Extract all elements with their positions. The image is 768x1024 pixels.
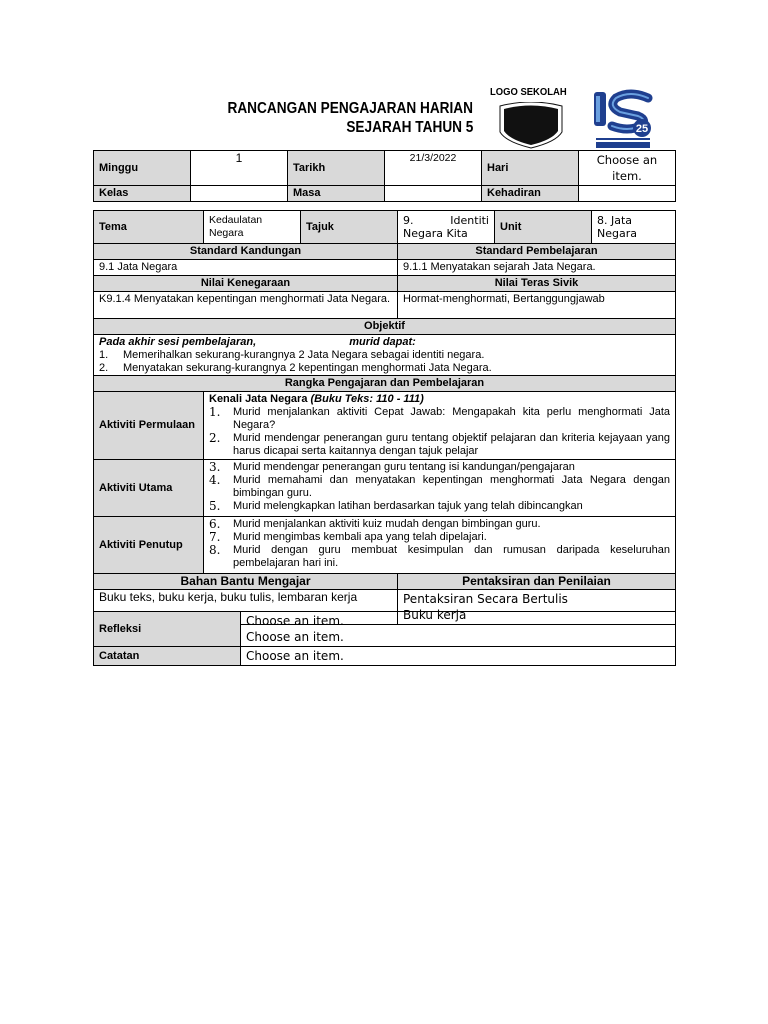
refleksi-dropdowns[interactable] <box>241 612 676 647</box>
bahan-bantu-mengajar-value[interactable]: Buku teks, buku kerja, buku tulis, lembaran kerja <box>94 590 398 625</box>
objektif-header: Objektif <box>94 319 676 335</box>
nilai-teras-sivik-header: Nilai Teras Sivik <box>398 276 676 292</box>
objektif-item-text: Memerihalkan sekurang-kurangnya 2 Jata Negara sebagai identiti negara. <box>123 349 485 361</box>
minggu-field[interactable]: 1 <box>191 151 288 186</box>
school-logo-label: LOGO SEKOLAH <box>490 86 567 98</box>
tarikh-field[interactable]: 21/3/2022 <box>385 151 482 186</box>
objektif-intro-b: murid dapat: <box>349 336 416 348</box>
catatan-dropdown[interactable]: Choose an item. <box>241 647 676 666</box>
minggu-label: Minggu <box>94 151 191 186</box>
permulaan-item-text: Murid menjalankan aktiviti Cepat Jawab: Mengapakah kita perlu menghormati Jata Negara? <box>233 406 670 431</box>
permulaan-item-text: Murid mendengar penerangan guru tentang objektif pelajaran dan kriteria kejayaan yang harus dicapai serta kaitannya dengan tajuk pelajar <box>233 432 670 457</box>
penutup-item-text: Murid mengimbas kembali apa yang telah dipelajari. <box>233 531 487 543</box>
pentaksiran-line-2: Buku kerja <box>403 608 467 622</box>
refleksi-label: Refleksi <box>94 612 241 647</box>
nilai-kenegaraan-header: Nilai Kenegaraan <box>94 276 398 292</box>
brand-number: 25 <box>635 123 649 135</box>
tajuk-field[interactable]: 9. Identiti Negara Kita <box>398 211 495 244</box>
aktiviti-penutup-label: Aktiviti Penutup <box>94 517 204 574</box>
lesson-table <box>93 210 676 625</box>
unit-label: Unit <box>495 211 592 244</box>
aktiviti-penutup-content <box>204 517 676 574</box>
tema-label: Tema <box>94 211 204 244</box>
info-table <box>93 150 676 202</box>
utama-item-number: 3. <box>209 460 221 474</box>
aktiviti-utama-content <box>204 460 676 517</box>
utama-item <box>209 474 670 500</box>
kehadiran-field[interactable] <box>579 186 676 202</box>
tema-field[interactable]: Kedaulatan Negara <box>204 211 301 244</box>
penutup-item <box>209 544 670 570</box>
objektif-item <box>99 349 670 362</box>
utama-item-text: Murid melengkapkan latihan berdasarkan tajuk yang telah dibincangkan <box>233 500 583 512</box>
standard-kandungan-header: Standard Kandungan <box>94 244 398 260</box>
standard-kandungan-value: 9.1 Jata Negara <box>94 260 398 276</box>
penutup-item-number: 8. <box>209 543 221 557</box>
permulaan-heading <box>209 393 670 406</box>
penutup-item <box>209 531 670 544</box>
utama-item-number: 5. <box>209 499 221 513</box>
reflection-table <box>93 611 676 666</box>
permulaan-reference: (Buku Teks: 110 - 111) <box>310 393 424 405</box>
kpm-brand-logo-icon <box>590 88 656 150</box>
document-title: RANCANGAN PENGAJARAN HARIAN <box>227 100 473 117</box>
document-subtitle: SEJARAH TAHUN 5 <box>345 119 473 136</box>
objektif-item-text: Menyatakan sekurang-kurangnya 2 kepentingan menghormati Jata Negara. <box>123 362 492 374</box>
refleksi-dropdown-1[interactable]: Choose an item. <box>246 614 344 628</box>
pentaksiran-line-1: Pentaksiran Secara Bertulis <box>403 592 568 606</box>
utama-item-text: Murid memahami dan menyatakan kepentingan menghormati Jata Negara dengan bimbingan guru. <box>233 474 670 499</box>
hari-label: Hari <box>482 151 579 186</box>
aktiviti-utama-label: Aktiviti Utama <box>94 460 204 517</box>
tarikh-label: Tarikh <box>288 151 385 186</box>
objektif-item-number: 2. <box>99 362 109 374</box>
permulaan-item-number: 2. <box>209 431 221 445</box>
kehadiran-label: Kehadiran <box>482 186 579 202</box>
standard-pembelajaran-header: Standard Pembelajaran <box>398 244 676 260</box>
permulaan-title: Kenali Jata Negara <box>209 393 308 405</box>
penutup-item-text: Murid dengan guru membuat kesimpulan dan rumusan daripada keseluruhan pembelajaran hari ini. <box>233 544 670 569</box>
objektif-intro-a: Pada akhir sesi pembelajaran, <box>99 336 257 348</box>
masa-field[interactable] <box>385 186 482 202</box>
objektif-item-number: 1. <box>99 349 109 361</box>
pentaksiran-header: Pentaksiran dan Penilaian <box>398 574 676 590</box>
penutup-item-text: Murid menjalankan aktiviti kuiz mudah dengan bimbingan guru. <box>233 518 541 530</box>
penutup-item-number: 7. <box>209 530 221 544</box>
school-logo-shield-icon <box>496 102 566 150</box>
aktiviti-permulaan-label: Aktiviti Permulaan <box>94 392 204 460</box>
objektif-content <box>94 335 676 376</box>
penutup-item <box>209 518 670 531</box>
kelas-field[interactable] <box>191 186 288 202</box>
utama-item-text: Murid mendengar penerangan guru tentang isi kandungan/pengajaran <box>233 461 575 473</box>
hari-dropdown[interactable]: Choose an item. <box>579 151 676 186</box>
objektif-item <box>99 362 670 375</box>
tajuk-label: Tajuk <box>301 211 398 244</box>
rangka-header: Rangka Pengajaran dan Pembelajaran <box>94 376 676 392</box>
refleksi-dropdown-2[interactable]: Choose an item. <box>246 630 344 644</box>
utama-item <box>209 461 670 474</box>
aktiviti-permulaan-content <box>204 392 676 460</box>
utama-item-number: 4. <box>209 473 221 487</box>
permulaan-item <box>209 432 670 458</box>
bahan-bantu-mengajar-header: Bahan Bantu Mengajar <box>94 574 398 590</box>
unit-field[interactable]: 8. Jata Negara <box>592 211 676 244</box>
masa-label: Masa <box>288 186 385 202</box>
objektif-intro <box>99 336 670 349</box>
utama-item <box>209 500 670 513</box>
permulaan-item <box>209 406 670 432</box>
penutup-item-number: 6. <box>209 517 221 531</box>
standard-pembelajaran-value: 9.1.1 Menyatakan sejarah Jata Negara. <box>398 260 676 276</box>
permulaan-item-number: 1. <box>209 405 221 419</box>
catatan-label: Catatan <box>94 647 241 666</box>
kelas-label: Kelas <box>94 186 191 202</box>
nilai-teras-sivik-value: Hormat-menghormati, Bertanggungjawab <box>398 292 676 319</box>
nilai-kenegaraan-value: K9.1.4 Menyatakan kepentingan menghormati Jata Negara. <box>94 292 398 319</box>
